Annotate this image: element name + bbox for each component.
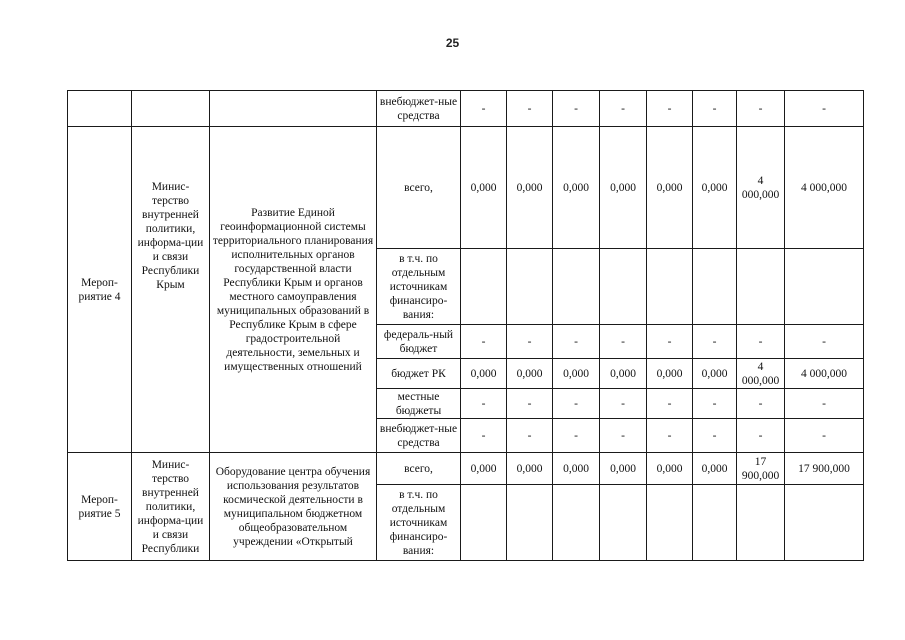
value-cell	[553, 485, 600, 561]
executor-name: Минис-терство внутренней политики, информа-ции и связи Республики Крым	[132, 127, 210, 453]
funding-source: в т.ч. по отдельным источникам финансиро-вания:	[377, 485, 461, 561]
value-cell: 0,000	[647, 453, 693, 485]
description-cell-empty	[210, 91, 377, 127]
value-cell: 4 000,000	[785, 359, 864, 389]
event-cell-empty	[68, 91, 132, 127]
event-description: Развитие Единой геоинформационной системы территориального планирования исполнительных органов государственной власти Республики Крым и органов местного самоуправления муниципальных образований в Республике Крым в сфере градостроительной деятельности, земельных и имущественных отношений	[210, 127, 377, 453]
value-cell: 4 000,000	[737, 127, 785, 249]
value-cell: -	[553, 419, 600, 453]
value-cell: 0,000	[693, 127, 737, 249]
value-cell: 17 900,000	[785, 453, 864, 485]
value-cell: 0,000	[461, 453, 507, 485]
value-cell: -	[785, 419, 864, 453]
value-cell: 0,000	[507, 453, 553, 485]
value-cell: -	[737, 389, 785, 419]
event-label: Мероп-риятие 5	[68, 453, 132, 561]
value-cell: -	[461, 389, 507, 419]
value-cell	[553, 249, 600, 325]
value-cell	[693, 249, 737, 325]
value-cell: 4 000,000	[737, 359, 785, 389]
table-row	[68, 453, 864, 485]
value-cell: 0,000	[461, 127, 507, 249]
value-cell: -	[693, 389, 737, 419]
funding-source: бюджет РК	[377, 359, 461, 389]
value-cell	[461, 249, 507, 325]
value-cell: -	[647, 419, 693, 453]
value-cell: -	[507, 419, 553, 453]
value-cell: -	[785, 325, 864, 359]
value-cell: -	[461, 91, 507, 127]
value-cell: -	[553, 325, 600, 359]
event-label: Мероп-риятие 4	[68, 127, 132, 453]
value-cell: -	[785, 91, 864, 127]
funding-source: всего,	[377, 127, 461, 249]
value-cell: -	[693, 419, 737, 453]
value-cell	[647, 249, 693, 325]
value-cell: -	[553, 389, 600, 419]
value-cell: 0,000	[553, 127, 600, 249]
table-row	[68, 91, 864, 127]
value-cell: 17 900,000	[737, 453, 785, 485]
funding-source: внебюджет-ные средства	[377, 91, 461, 127]
value-cell: 0,000	[693, 359, 737, 389]
funding-source: в т.ч. по отдельным источникам финансиро-вания:	[377, 249, 461, 325]
value-cell: -	[647, 325, 693, 359]
value-cell	[785, 249, 864, 325]
budget-table	[67, 90, 864, 561]
value-cell: -	[461, 325, 507, 359]
event-description: Оборудование центра обучения использования результатов космической деятельности в муниципальном бюджетном общеобразовательном учреждении «Открытый	[210, 453, 377, 561]
funding-source: всего,	[377, 453, 461, 485]
value-cell	[785, 485, 864, 561]
value-cell	[737, 485, 785, 561]
value-cell: -	[737, 325, 785, 359]
value-cell: -	[737, 419, 785, 453]
value-cell: -	[600, 325, 647, 359]
value-cell: 0,000	[600, 127, 647, 249]
table-row	[68, 127, 864, 249]
value-cell: -	[600, 419, 647, 453]
value-cell	[693, 485, 737, 561]
value-cell: -	[647, 91, 693, 127]
value-cell: 4 000,000	[785, 127, 864, 249]
value-cell	[600, 485, 647, 561]
value-cell: 0,000	[693, 453, 737, 485]
value-cell	[647, 485, 693, 561]
executor-cell-empty	[132, 91, 210, 127]
value-cell: -	[737, 91, 785, 127]
value-cell: 0,000	[600, 453, 647, 485]
value-cell: -	[507, 389, 553, 419]
funding-source: внебюджет-ные средства	[377, 419, 461, 453]
page-number: 25	[445, 36, 460, 50]
value-cell: -	[507, 91, 553, 127]
value-cell	[461, 485, 507, 561]
value-cell: -	[693, 91, 737, 127]
funding-source: федераль-ный бюджет	[377, 325, 461, 359]
value-cell: -	[785, 389, 864, 419]
value-cell	[600, 249, 647, 325]
executor-name: Минис-терство внутренней политики, информа-ции и связи Республики	[132, 453, 210, 561]
value-cell	[507, 249, 553, 325]
value-cell: 0,000	[507, 359, 553, 389]
value-cell: 0,000	[553, 453, 600, 485]
value-cell: -	[693, 325, 737, 359]
funding-source: местные бюджеты	[377, 389, 461, 419]
value-cell: -	[600, 389, 647, 419]
value-cell: 0,000	[553, 359, 600, 389]
value-cell: -	[461, 419, 507, 453]
value-cell: 0,000	[507, 127, 553, 249]
value-cell: -	[553, 91, 600, 127]
value-cell: 0,000	[461, 359, 507, 389]
value-cell: 0,000	[600, 359, 647, 389]
value-cell: 0,000	[647, 127, 693, 249]
value-cell: 0,000	[647, 359, 693, 389]
value-cell	[737, 249, 785, 325]
value-cell	[507, 485, 553, 561]
value-cell: -	[600, 91, 647, 127]
value-cell: -	[647, 389, 693, 419]
value-cell: -	[507, 325, 553, 359]
